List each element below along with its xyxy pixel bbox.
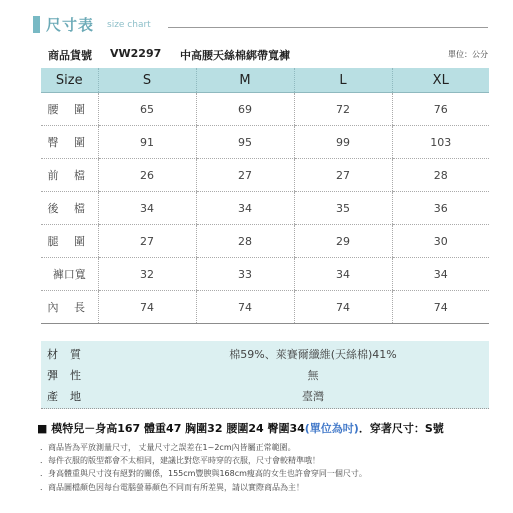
table-cell: 103 bbox=[392, 126, 489, 159]
product-code: VW2297 bbox=[110, 47, 162, 60]
material-panel bbox=[41, 341, 489, 409]
elasticity-value: 無 bbox=[307, 369, 319, 382]
header-title: 尺寸表 bbox=[46, 16, 95, 34]
table-cell: 26 bbox=[98, 159, 196, 192]
note-item: ．商品皆為平放測量尺寸， 丈量尺寸之誤差在1~2cm內皆屬正常範圍。 bbox=[40, 443, 296, 452]
table-cell: 35 bbox=[294, 192, 392, 225]
table-row bbox=[41, 159, 489, 192]
elasticity-row bbox=[41, 364, 489, 384]
table-cell: 28 bbox=[392, 159, 489, 192]
table-cell: 34 bbox=[392, 258, 489, 291]
table-cell: 34 bbox=[294, 258, 392, 291]
table-cell: 27 bbox=[98, 225, 196, 258]
section-header bbox=[33, 13, 488, 37]
header-accent-bar bbox=[33, 16, 40, 33]
table-cell: 74 bbox=[392, 291, 489, 324]
row-label: 後 檔 bbox=[41, 192, 98, 225]
unit-label: 單位：公分 bbox=[448, 50, 488, 59]
table-cell: 27 bbox=[294, 159, 392, 192]
note-item: ．身高體重與尺寸沒有絕對的關係，155cm豐腴與168cm瘦高的女生也許會穿同一個尺寸。 bbox=[40, 469, 367, 479]
row-label: 內 長 bbox=[41, 291, 98, 324]
table-cell: 36 bbox=[392, 192, 489, 225]
material-label: 材質 bbox=[47, 348, 93, 361]
model-unit-note: (單位為吋) bbox=[304, 422, 359, 435]
table-row bbox=[41, 291, 489, 324]
table-cell: 74 bbox=[196, 291, 294, 324]
row-label: 臀 圍 bbox=[41, 126, 98, 159]
row-label: 腿 圍 bbox=[41, 225, 98, 258]
table-cell: 72 bbox=[294, 93, 392, 126]
header-subtitle: size chart bbox=[107, 20, 151, 30]
header-divider bbox=[168, 27, 488, 28]
column-header: S bbox=[98, 68, 196, 93]
model-wear-size: ．穿著尺寸：S號 bbox=[358, 422, 444, 435]
row-label: 腰 圍 bbox=[41, 93, 98, 126]
table-cell: 34 bbox=[98, 192, 196, 225]
column-header: L bbox=[294, 68, 392, 93]
table-cell: 32 bbox=[98, 258, 196, 291]
table-cell: 65 bbox=[98, 93, 196, 126]
table-row bbox=[41, 258, 489, 291]
row-label: 前 檔 bbox=[41, 159, 98, 192]
table-row bbox=[41, 192, 489, 225]
size-table-header bbox=[41, 68, 489, 93]
table-cell: 74 bbox=[294, 291, 392, 324]
table-cell: 76 bbox=[392, 93, 489, 126]
table-cell: 99 bbox=[294, 126, 392, 159]
bullet-square-icon: ■ bbox=[37, 422, 48, 435]
table-cell: 69 bbox=[196, 93, 294, 126]
table-row bbox=[41, 225, 489, 258]
note-item: ．每件衣服的版型都會不太相同，建議比對您平時穿的衣服，尺寸會較精準哦！ bbox=[40, 456, 320, 466]
notes-list bbox=[40, 441, 500, 494]
table-cell: 74 bbox=[98, 291, 196, 324]
column-header: XL bbox=[392, 68, 489, 93]
table-cell: 95 bbox=[196, 126, 294, 159]
product-name: 中高腰天絲棉綁帶寬褲 bbox=[180, 49, 290, 62]
table-cell: 29 bbox=[294, 225, 392, 258]
column-header: M bbox=[196, 68, 294, 93]
material-value: 棉59%、萊賽爾纖維(天絲棉)41% bbox=[229, 348, 397, 361]
table-cell: 33 bbox=[196, 258, 294, 291]
table-cell: 30 bbox=[392, 225, 489, 258]
model-info bbox=[37, 420, 497, 436]
table-row bbox=[41, 93, 489, 126]
column-header: Size bbox=[41, 68, 98, 93]
product-info bbox=[48, 47, 488, 65]
origin-label: 產地 bbox=[47, 390, 93, 403]
material-row bbox=[41, 343, 489, 363]
table-cell: 28 bbox=[196, 225, 294, 258]
product-code-label: 商品貨號 bbox=[48, 49, 92, 62]
model-measurements: 模特兒－身高167 體重47 胸圍32 腰圍24 臀圍34 bbox=[51, 422, 305, 435]
table-cell: 27 bbox=[196, 159, 294, 192]
origin-value: 臺灣 bbox=[302, 390, 324, 403]
origin-row bbox=[41, 385, 489, 405]
row-label: 褲口寬 bbox=[41, 258, 98, 291]
table-cell: 34 bbox=[196, 192, 294, 225]
size-table bbox=[41, 68, 489, 324]
elasticity-label: 彈性 bbox=[47, 369, 93, 382]
table-row bbox=[41, 126, 489, 159]
note-item: ．商品圖檔顏色因每台電腦螢幕顏色不同而有所差異，請以實際商品為主！ bbox=[40, 482, 304, 492]
table-cell: 91 bbox=[98, 126, 196, 159]
